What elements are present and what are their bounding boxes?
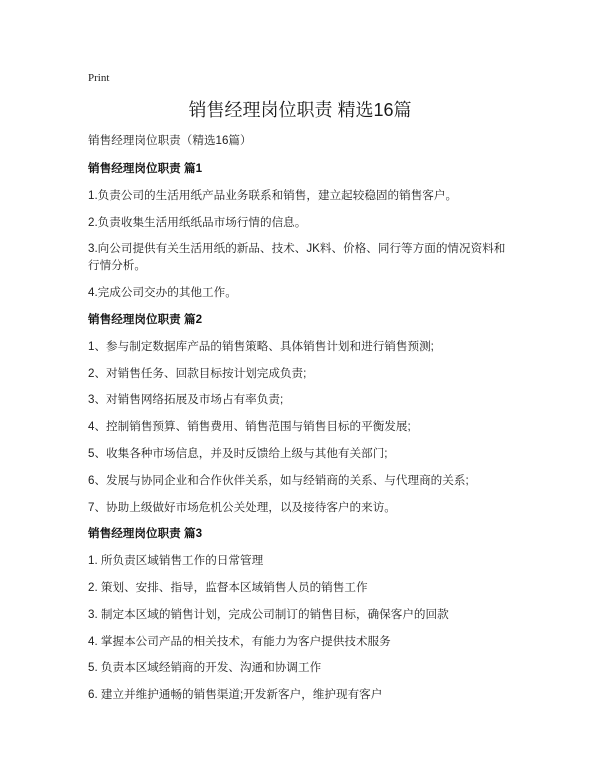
list-item: 2、对销售任务、回款目标按计划完成负责; [88,366,307,380]
list-item: 5. 负责本区域经销商的开发、沟通和协调工作 [88,661,322,675]
list-item: 4.完成公司交办的其他工作。 [88,286,237,300]
list-item: 3、对销售网络拓展及市场占有率负责; [88,393,284,407]
list-item: 3. 制定本区域的销售计划，完成公司制订的销售目标，确保客户的回款 [88,607,449,621]
list-item: 5、收集各种市场信息，并及时反馈给上级与其他有关部门; [88,446,388,460]
section-heading-2: 销售经理岗位职责 篇2 [88,312,203,326]
list-item: 2.负责收集生活用纸纸品市场行情的信息。 [88,215,307,229]
document-subtitle: 销售经理岗位职责（精选16篇） [88,134,252,147]
print-label: Print [88,72,110,84]
list-item: 7、协助上级做好市场危机公关处理，以及接待客户的来访。 [88,500,396,514]
document-body [88,132,512,713]
page-title: 销售经理岗位职责 精选16篇 [188,100,412,120]
section-heading-1: 销售经理岗位职责 篇1 [88,162,203,175]
list-item: 3.向公司提供有关生活用纸的新品、技术、JK料、价格、同行等方面的情况资料和行情分析。 [88,242,506,273]
list-item: 6. 建立并维护通畅的销售渠道;开发新客户，维护现有客户 [88,688,383,702]
list-item: 6、发展与协同企业和合作伙伴关系，如与经销商的关系、与代理商的关系; [88,473,469,487]
list-item: 1、参与制定数据库产品的销售策略、具体销售计划和进行销售预测; [88,339,434,353]
list-item: 4. 掌握本公司产品的相关技术，有能力为客户提供技术服务 [88,634,391,648]
list-item: 1.负责公司的生活用纸产品业务联系和销售，建立起较稳固的销售客户。 [88,188,458,202]
list-item: 4、控制销售预算、销售费用、销售范围与销售目标的平衡发展; [88,420,411,434]
list-item: 2. 策划、安排、指导，监督本区域销售人员的销售工作 [88,580,368,594]
section-heading-3: 销售经理岗位职责 篇3 [88,527,203,541]
list-item: 1. 所负责区域销售工作的日常管理 [88,554,264,568]
